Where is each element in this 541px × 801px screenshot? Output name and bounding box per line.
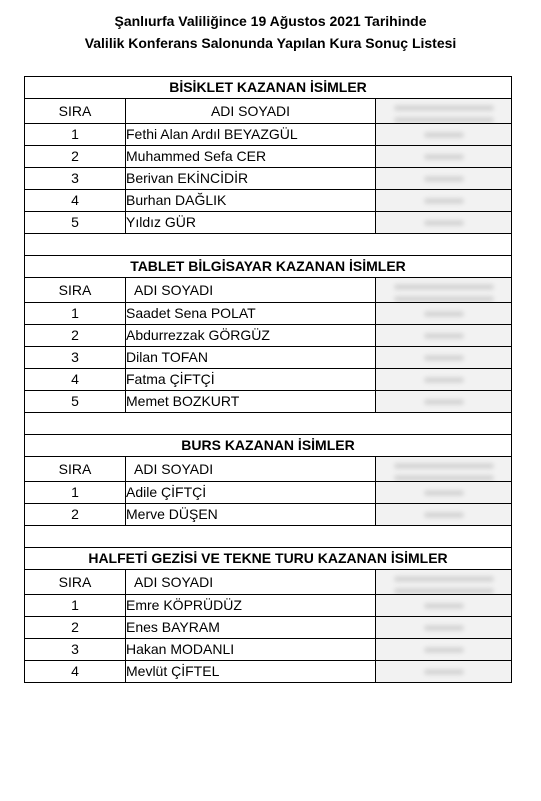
column-header-adi-soyadi: ADI SOYADI (126, 457, 376, 482)
row-number: 5 (25, 391, 126, 413)
redacted-cell (376, 617, 512, 639)
row-name: Adile ÇİFTÇİ (126, 482, 376, 504)
row-name: Yıldız GÜR (126, 212, 376, 234)
spacer-row (25, 413, 512, 435)
row-name: Memet BOZKURT (126, 391, 376, 413)
table-row (25, 617, 512, 639)
row-number: 2 (25, 325, 126, 347)
section-title-row (25, 435, 512, 457)
section-title: TABLET BİLGİSAYAR KAZANAN İSİMLER (25, 256, 512, 278)
redacted-cell (376, 325, 512, 347)
table-row (25, 504, 512, 526)
row-number: 1 (25, 482, 126, 504)
column-header-adi-soyadi: ADI SOYADI (126, 278, 376, 303)
row-name: Burhan DAĞLIK (126, 190, 376, 212)
spacer-row (25, 234, 512, 256)
column-header-sira: SIRA (25, 570, 126, 595)
row-name: Muhammed Sefa CER (126, 146, 376, 168)
redacted-cell (376, 661, 512, 683)
column-header-row (25, 570, 512, 595)
table-row (25, 190, 512, 212)
spacer (25, 526, 512, 548)
row-number: 3 (25, 639, 126, 661)
column-header-sira: SIRA (25, 99, 126, 124)
redacted-cell (376, 504, 512, 526)
table-row (25, 369, 512, 391)
row-number: 1 (25, 595, 126, 617)
table-row (25, 595, 512, 617)
row-name: Berivan EKİNCİDİR (126, 168, 376, 190)
table-row (25, 639, 512, 661)
document-title-line-2: Valilik Konferans Salonunda Yapılan Kura Sonuç Listesi (84, 35, 457, 51)
column-header-sira: SIRA (25, 278, 126, 303)
redacted-header-cell (376, 570, 512, 595)
section-title-row (25, 77, 512, 99)
redacted-header-cell (376, 278, 512, 303)
row-name: Abdurrezzak GÖRGÜZ (126, 325, 376, 347)
table-row (25, 325, 512, 347)
row-number: 2 (25, 617, 126, 639)
document-title-line-1: Şanlıurfa Valiliğince 19 Ağustos 2021 Tarihinde (114, 13, 427, 29)
redacted-cell (376, 190, 512, 212)
row-number: 3 (25, 168, 126, 190)
redacted-cell (376, 595, 512, 617)
section-title: BİSİKLET KAZANAN İSİMLER (25, 77, 512, 99)
redacted-cell (376, 168, 512, 190)
column-header-adi-soyadi: ADI SOYADI (126, 99, 376, 124)
row-number: 4 (25, 661, 126, 683)
row-name: Enes BAYRAM (126, 617, 376, 639)
table-row (25, 168, 512, 190)
row-name: Merve DÜŞEN (126, 504, 376, 526)
redacted-cell (376, 212, 512, 234)
row-number: 5 (25, 212, 126, 234)
row-number: 2 (25, 146, 126, 168)
table-row (25, 482, 512, 504)
row-number: 4 (25, 190, 126, 212)
redacted-cell (376, 639, 512, 661)
row-name: Fethi Alan Ardıl BEYAZGÜL (126, 124, 376, 146)
redacted-cell (376, 347, 512, 369)
table-row (25, 347, 512, 369)
column-header-row (25, 457, 512, 482)
table-row (25, 212, 512, 234)
results-table (24, 76, 512, 683)
spacer (25, 413, 512, 435)
column-header-adi-soyadi: ADI SOYADI (126, 570, 376, 595)
column-header-row (25, 278, 512, 303)
redacted-cell (376, 146, 512, 168)
redacted-header-cell (376, 99, 512, 124)
row-number: 1 (25, 124, 126, 146)
spacer (25, 234, 512, 256)
section-title: BURS KAZANAN İSİMLER (25, 435, 512, 457)
row-name: Saadet Sena POLAT (126, 303, 376, 325)
column-header-row (25, 99, 512, 124)
redacted-header-cell (376, 457, 512, 482)
section-title-row (25, 548, 512, 570)
redacted-cell (376, 124, 512, 146)
spacer-row (25, 526, 512, 548)
row-name: Hakan MODANLI (126, 639, 376, 661)
row-name: Emre KÖPRÜDÜZ (126, 595, 376, 617)
table-row (25, 124, 512, 146)
table-row (25, 303, 512, 325)
redacted-cell (376, 482, 512, 504)
row-number: 2 (25, 504, 126, 526)
row-name: Dilan TOFAN (126, 347, 376, 369)
row-name: Mevlüt ÇİFTEL (126, 661, 376, 683)
redacted-cell (376, 391, 512, 413)
section-title: HALFETİ GEZİSİ VE TEKNE TURU KAZANAN İSİMLER (25, 548, 512, 570)
column-header-sira: SIRA (25, 457, 126, 482)
row-number: 1 (25, 303, 126, 325)
table-row (25, 661, 512, 683)
row-number: 4 (25, 369, 126, 391)
redacted-cell (376, 369, 512, 391)
table-row (25, 391, 512, 413)
row-name: Fatma ÇİFTÇİ (126, 369, 376, 391)
table-row (25, 146, 512, 168)
row-number: 3 (25, 347, 126, 369)
section-title-row (25, 256, 512, 278)
redacted-cell (376, 303, 512, 325)
